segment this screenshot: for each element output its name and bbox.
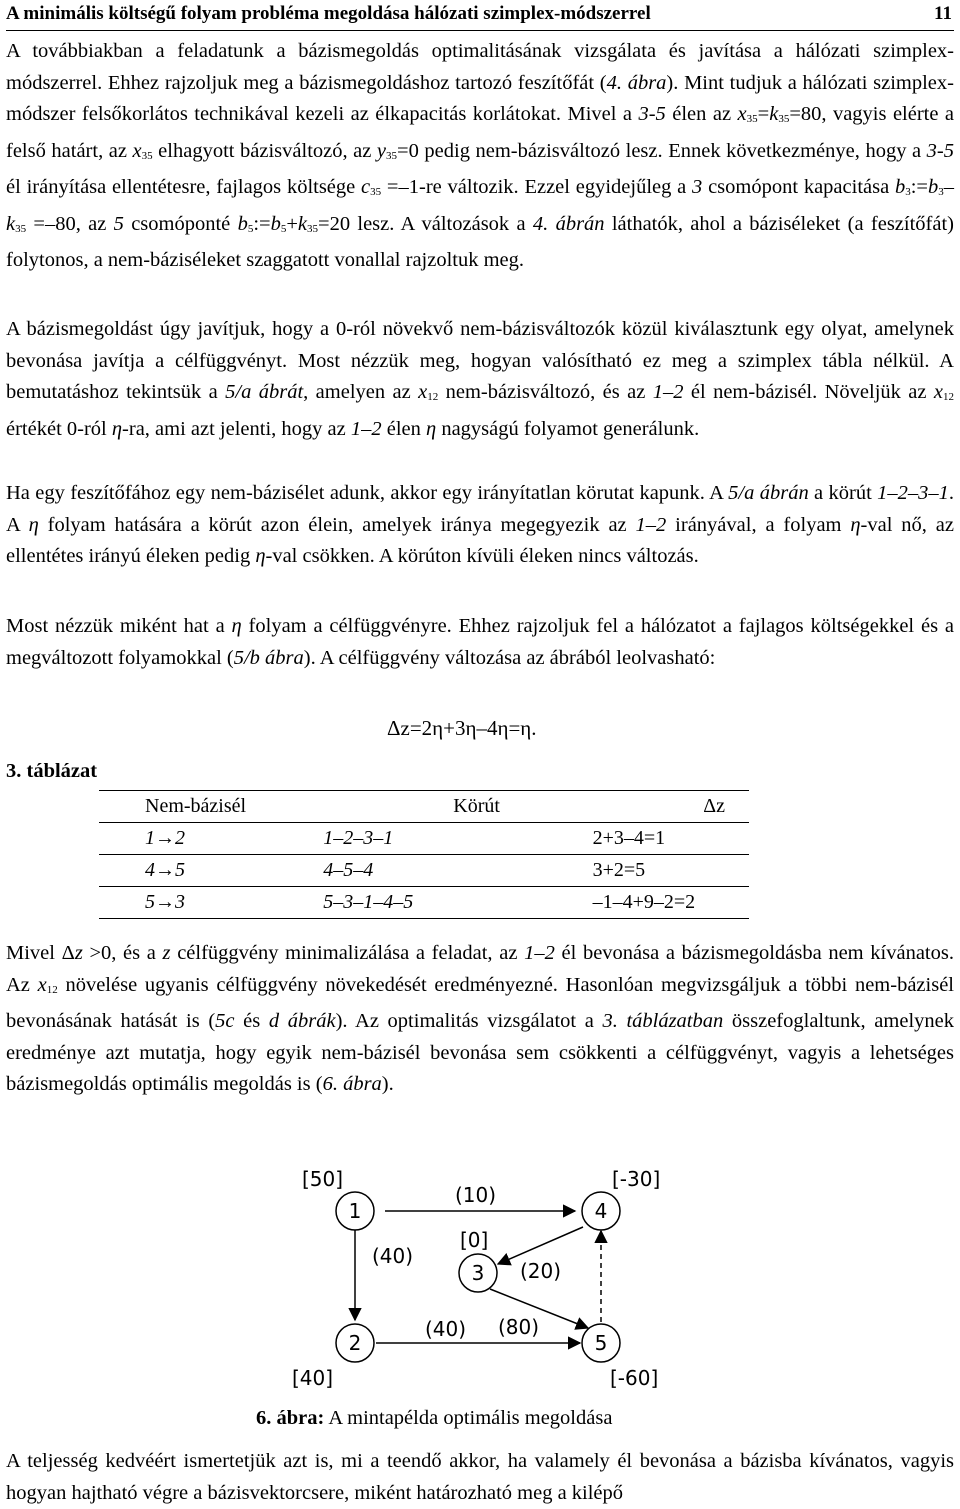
cell-delta: –1–4+9–2=2 bbox=[593, 887, 749, 919]
table-3 bbox=[99, 790, 749, 919]
header-delta-z: Δz bbox=[593, 791, 749, 823]
supply-label-4: [-30] bbox=[612, 1167, 661, 1191]
flow-label-2-5: (40) bbox=[425, 1317, 467, 1341]
supply-label-2: [40] bbox=[292, 1366, 334, 1390]
delta-z-formula: Δz=2η+3η–4η=η. bbox=[387, 716, 537, 740]
flow-label-1-2: (40) bbox=[372, 1244, 414, 1268]
node-4-label: 4 bbox=[594, 1199, 608, 1223]
table-caption: 3. táblázat bbox=[6, 760, 98, 782]
network-diagram bbox=[280, 1160, 700, 1400]
flow-label-1-4: (10) bbox=[455, 1183, 497, 1207]
supply-label-1: [50] bbox=[302, 1167, 344, 1191]
page-header bbox=[6, 0, 954, 31]
cell-cycle: 4–5–4 bbox=[323, 855, 592, 887]
supply-label-5: [-60] bbox=[610, 1366, 659, 1390]
paragraph-3: Ha egy feszítőfához egy nem-bázisélet adunk, akkor egy irányítatlan körutat kapunk. A 5/a ábrán a körút 1–2–3–1. A η folyam hatására a körút azon élein, amelyek iránya megegyezik az 1–2 irányával, a folyam η-val nő, az ellentétes irányú éleken pedig η-val csökken. A körúton kívüli éleken nincs változás. bbox=[6, 482, 954, 567]
header-cycle: Körút bbox=[323, 791, 592, 823]
table-row bbox=[99, 855, 749, 887]
cell-edge: 4→5 bbox=[99, 855, 323, 887]
cell-edge: 5→3 bbox=[99, 887, 323, 919]
page-number: 11 bbox=[934, 3, 952, 24]
paragraph-2: A bázismegoldást úgy javítjuk, hogy a 0-ról növekvő nem-bázisváltozók közül kiválasztunk egy olyat, amelynek bevonása javítja a célfüggvényt. Most nézzük meg, hogyan valósítható ez meg a szimplex tábla nélkül. A bemutatáshoz tekintsük a 5/a ábrát, amelyen az $x_{12}$ nem-bázisváltozó, és az 1–2 él nem-bázisél. Növeljük az $x_{12}$ értékét 0-ról η-ra, ami azt jelenti, hogy az 1–2 élen η nagyságú folyamot generálunk. bbox=[6, 318, 955, 440]
node-1-label: 1 bbox=[348, 1199, 362, 1223]
cell-cycle: 5–3–1–4–5 bbox=[323, 887, 592, 919]
header-title: A minimális költségű folyam probléma megoldása hálózati szimplex-módszerrel bbox=[6, 3, 651, 24]
table-header-row bbox=[99, 791, 749, 823]
supply-label-3: [0] bbox=[460, 1228, 489, 1252]
figure-caption-label: 6. ábra: bbox=[256, 1407, 325, 1429]
cell-edge: 1→2 bbox=[99, 823, 323, 855]
flow-label-3-5: (80) bbox=[498, 1315, 540, 1339]
cell-cycle: 1–2–3–1 bbox=[323, 823, 592, 855]
cell-delta: 3+2=5 bbox=[593, 855, 749, 887]
figure-caption-text: A mintapélda optimális megoldása bbox=[324, 1407, 613, 1429]
node-2-label: 2 bbox=[348, 1331, 362, 1355]
paragraph-4: Most nézzük miként hat a η folyam a célfüggvényre. Ehhez rajzoljuk fel a hálózatot a fajlagos költségekkel és a megváltozott folyamokkal (5/b ábra). A célfüggvény változása az ábrából leolvasható: bbox=[6, 615, 954, 669]
paragraph-6: A teljesség kedvéért ismertetjük azt is, mi a teendő akkor, ha valamely él bevonása a bázisba kívánatos, vagyis hogyan hajtható végre a bázisvektorcsere, miként határozható meg a kilépő bbox=[6, 1450, 954, 1504]
table-row bbox=[99, 823, 749, 855]
node-3-label: 3 bbox=[471, 1261, 485, 1285]
cell-delta: 2+3–4=1 bbox=[593, 823, 749, 855]
paragraph-1: A továbbiakban a feladatunk a bázismegoldás optimalitásának vizsgálata és javítása a hálózati szimplex-módszerrel. Ehhez rajzoljuk meg a bázismegoldáshoz tartozó feszítőfát (4. ábra). Mint tudjuk a hálózati szimplex-módszer felsőkorlátos technikával kezeli az élkapacitás korlátokat. Mivel a 3-5 élen az $x_{35}=k_{35}=80$, vagyis elérte a felső határt, az $x_{35}$ elhagyott bázisváltozó, az $y_{35}=0$ pedig nem-bázisváltozó lesz. Ennek következménye, hogy a 3-5 él irányítása ellentétesre, fajlagos költsége $c_{35} =-1-re$ változik. Ezzel egyidejűleg a 3 csomópont kapacitása $b_3:=b_3-k_{35} =-80$, az 5 csomóponté $b_5:=b_5+k_{35}=20$ lesz. A változások a 4. ábrán láthatók, ahol a báziséleket (a feszítőfát) folytonos, a nem-báziséleket szaggatott vonallal rajzoltuk meg. bbox=[6, 40, 955, 271]
node-5-label: 5 bbox=[594, 1331, 608, 1355]
paragraph-5: Mivel Δz >0, és a z célfüggvény minimalizálása a feladat, az 1–2 él bevonása a bázismegoldásba nem kívánatos. Az $x_{12}$ növelése ugyanis célfüggvény növekedését eredményezné. Hasonlóan megvizsgáljuk a többi nem-bázisél bevonásának hatását is (5c és d ábrák). Az optimalitás vizsgálatot a 3. táblázatban összefoglaltunk, amelynek eredménye azt mutatja, hogy egyik nem-bázisél bevonása sem csökkenti a célfüggvényt, vagyis a lehetséges bázismegoldás optimális megoldás is (6. ábra). bbox=[6, 942, 954, 1095]
header-nonbasic-edge: Nem-bázisél bbox=[99, 791, 323, 823]
table-row bbox=[99, 887, 749, 919]
flow-label-4-3: (20) bbox=[520, 1259, 562, 1283]
figure-caption bbox=[256, 1407, 612, 1430]
